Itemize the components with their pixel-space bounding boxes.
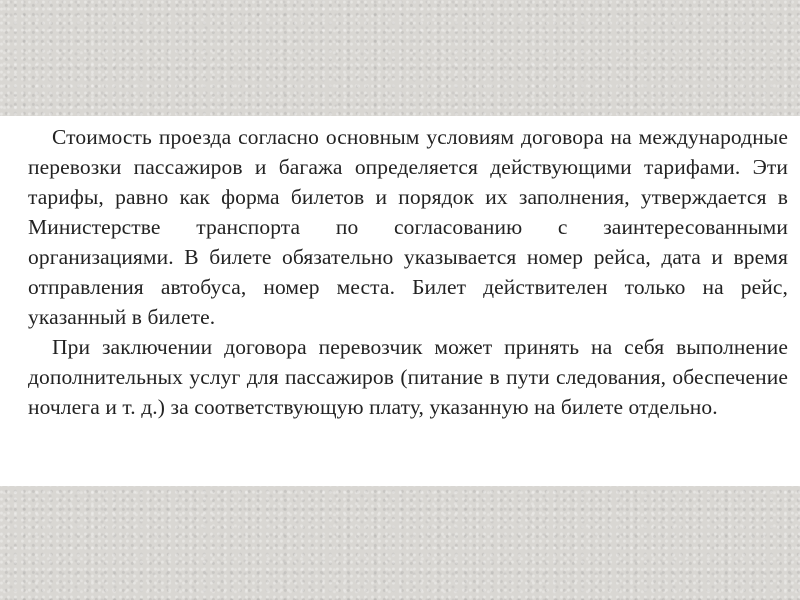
text-panel — [0, 116, 800, 486]
paragraph-2: При заключении договора перевозчик может принять на себя выполнение дополнительных услуг для пассажиров (питание в пути следования, обеспечение ночлега и т. д.) за соответствующую плату, указанную на билете отдельно. — [28, 335, 788, 419]
paragraph-1: Стоимость проезда согласно основным условиям договора на международные перевозки пассажиров и багажа определяется действующими тарифами. Эти тарифы, равно как форма билетов и порядок их заполнения, утверждается в Министерстве транспорта по согласованию с заинтересованными организациями. В билете обязательно указывается номер рейса, дата и время отправления автобуса, номер места. Билет действителен только на рейс, указанный в билете. — [28, 125, 788, 329]
document-body — [28, 122, 788, 422]
